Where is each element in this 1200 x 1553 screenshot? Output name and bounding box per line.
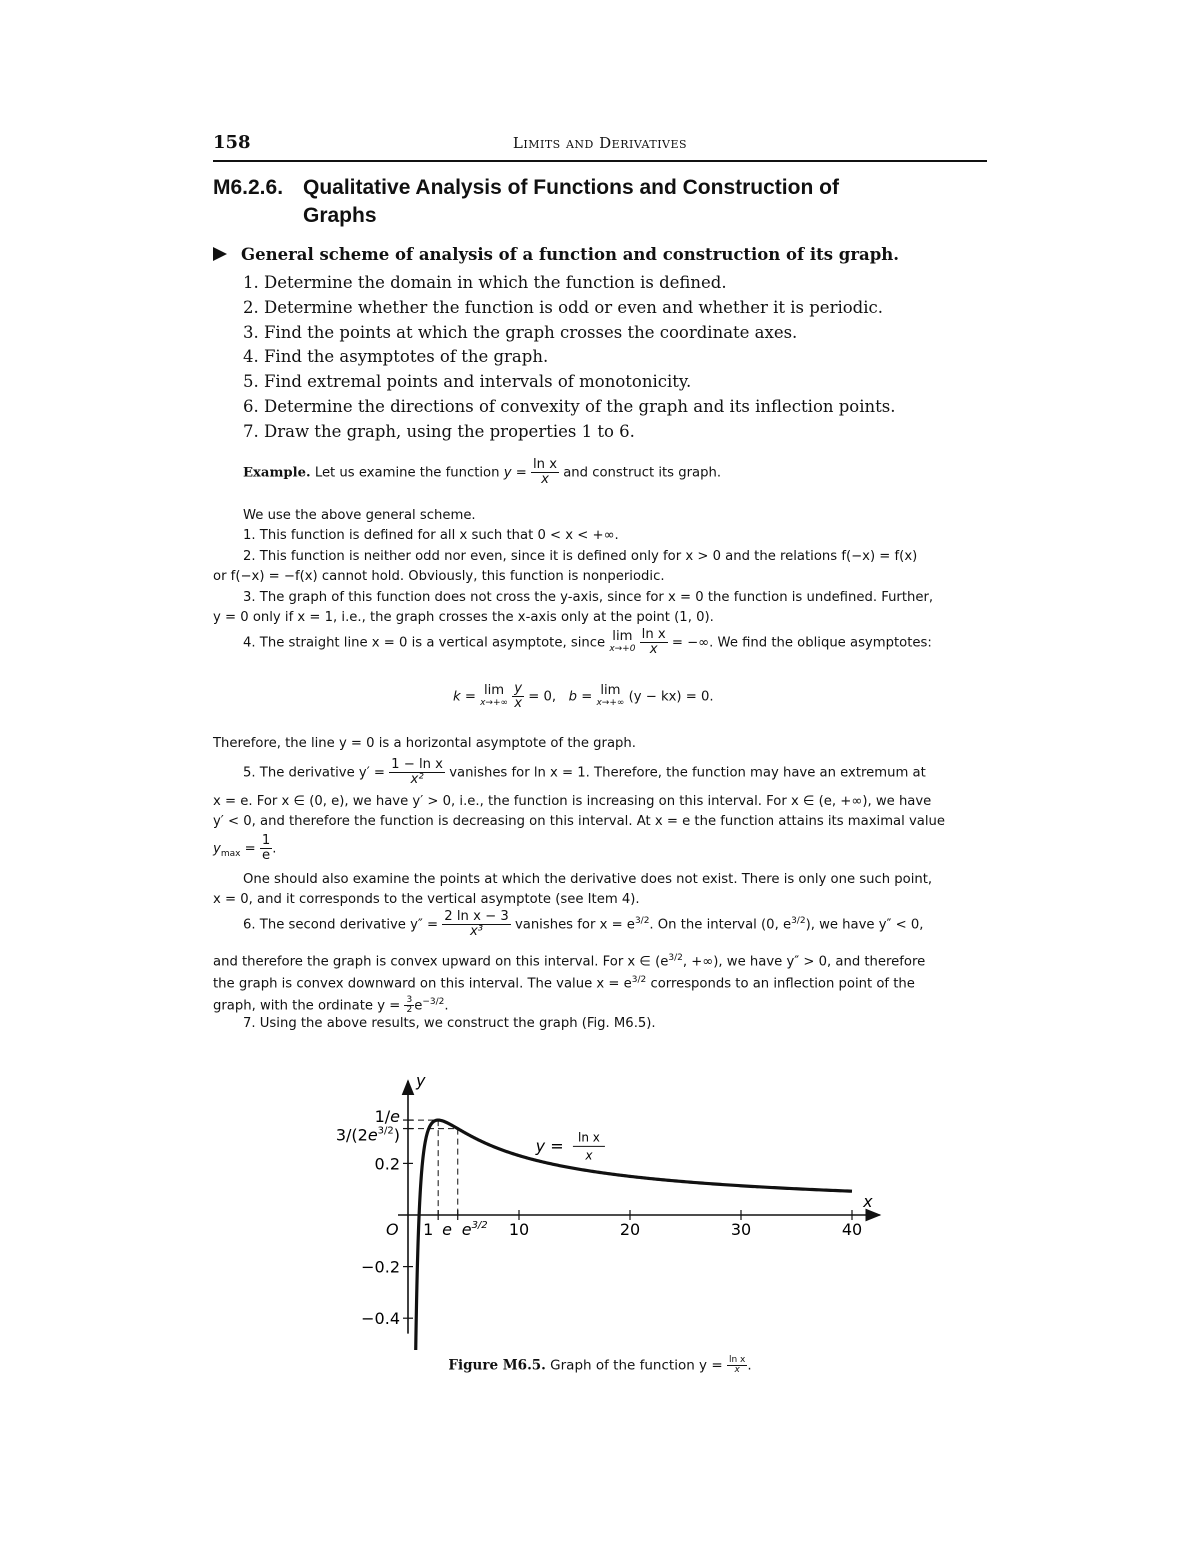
lim-sub: x→+∞ bbox=[480, 697, 508, 708]
x-tick-label: 1 bbox=[423, 1220, 434, 1239]
denominator: x bbox=[541, 472, 549, 487]
function-graph bbox=[300, 1060, 900, 1350]
item-5c: x = e. For x ∈ (0, e), we have y′ > 0, i.e., the function is increasing on this interval. For x ∈ (e, +∞), we have bbox=[213, 794, 932, 809]
item-6d: ), we have y″ < 0, bbox=[805, 917, 924, 933]
example-intro-b: and construct its graph. bbox=[563, 465, 722, 481]
list-item: 7. Draw the graph, using the properties 1 to 6. bbox=[243, 421, 635, 441]
item-5a-row bbox=[243, 758, 926, 787]
x-tick-label: 40 bbox=[841, 1220, 863, 1239]
y-tick-label: −0.2 bbox=[361, 1257, 400, 1277]
ymax-sub: max bbox=[220, 849, 241, 860]
item-5f: x = 0, and it corresponds to the vertical asymptote (see Item 4). bbox=[213, 892, 640, 907]
item-6h: corresponds to an inflection point of the bbox=[650, 976, 915, 992]
guide-lines bbox=[408, 1120, 458, 1215]
lim-text: lim bbox=[612, 628, 633, 644]
item-5d: y′ < 0, and therefore the function is decreasing on this interval. At x = e the function attains its maximal value bbox=[213, 814, 945, 829]
origin-label: O bbox=[386, 1220, 399, 1239]
exp-3-2: 3/2 bbox=[634, 916, 650, 927]
item-6g: the graph is convex downward on this interval. The value x = e bbox=[213, 976, 632, 992]
numerator: ln x bbox=[641, 627, 666, 642]
item-6i-row: graph, with the ordinate y = $\frac{3}{2}$ $e^{-3/2}$. bbox=[213, 994, 449, 1015]
item-2a: 2. This function is neither odd nor even, since it is defined only for x > 0 and the relations f(−x) = f(x) bbox=[243, 549, 918, 564]
item-3a: 3. The graph of this function does not cross the y-axis, since for x = 0 the function is undefined. Further, bbox=[243, 590, 934, 605]
figure-caption bbox=[213, 1356, 987, 1375]
y-symbol: y bbox=[503, 465, 512, 481]
item-5b: vanishes for ln x = 1. Therefore, the function may have an extremum at bbox=[449, 765, 926, 781]
e-symbol: e bbox=[414, 998, 423, 1014]
fraction-lnx-over-x bbox=[640, 628, 668, 657]
ymax-row: $y_{max}$ = $\frac{1}{e}$ . bbox=[213, 833, 277, 863]
eq-sign: = bbox=[244, 841, 256, 857]
section-title-line2: Graphs bbox=[303, 204, 377, 227]
page-number: 158 bbox=[213, 132, 251, 153]
denominator: e bbox=[262, 848, 271, 863]
caption-fraction bbox=[727, 1356, 747, 1375]
caption-label: Figure M6.5. bbox=[448, 1357, 546, 1374]
fraction-y-over-x bbox=[512, 682, 524, 711]
y-tick-label: 0.2 bbox=[374, 1154, 400, 1174]
numerator: 3 bbox=[406, 994, 413, 1005]
y-tick-label: −0.4 bbox=[361, 1309, 400, 1329]
list-item: 4. Find the asymptotes of the graph. bbox=[243, 347, 549, 367]
denominator: x³ bbox=[469, 924, 484, 939]
caption-text: Graph of the function y = bbox=[550, 1357, 723, 1374]
section-title bbox=[213, 174, 993, 230]
item-6a-row bbox=[243, 910, 923, 939]
scheme-heading bbox=[213, 245, 899, 264]
oblique-asymptote-formula bbox=[453, 682, 714, 711]
y-tick-label: $3/(2e^{3/2})$ bbox=[335, 1125, 400, 1145]
list-item: 2. Determine whether the function is odd or even and whether it is periodic. bbox=[243, 297, 883, 317]
k-result: = 0, bbox=[528, 689, 557, 705]
running-title: Limits and Derivatives bbox=[512, 134, 688, 152]
caption-end: . bbox=[747, 1357, 752, 1374]
limit-expression bbox=[609, 630, 635, 656]
item-3b: y = 0 only if x = 1, i.e., the graph crosses the x-axis only at the point (1, 0). bbox=[213, 610, 714, 625]
example-label: Example. bbox=[243, 465, 311, 481]
item-6a: 6. The second derivative y″ = bbox=[243, 917, 439, 933]
fraction-lnx-over-x bbox=[531, 458, 559, 487]
item-6e-row bbox=[213, 948, 925, 972]
b-lhs: b = bbox=[568, 689, 593, 705]
item-2b: or f(−x) = −f(x) cannot hold. Obviously, this function is nonperiodic. bbox=[213, 569, 665, 584]
item-1: 1. This function is defined for all x such that 0 < x < +∞. bbox=[243, 528, 619, 543]
list-item: 1. Determine the domain in which the function is defined. bbox=[243, 273, 727, 292]
list-item: 5. Find extremal points and intervals of monotonicity. bbox=[243, 372, 692, 392]
example-intro bbox=[243, 458, 721, 487]
lim-text: lim bbox=[483, 682, 505, 698]
numerator: 2 ln x − 3 bbox=[444, 909, 509, 924]
lim-sub: x→+∞ bbox=[596, 697, 625, 708]
scheme-line: We use the above general scheme. bbox=[243, 508, 476, 523]
x-tick-label: 30 bbox=[730, 1220, 752, 1239]
section-title-line1: Qualitative Analysis of Functions and Construction of bbox=[303, 176, 839, 199]
denominator: x² bbox=[410, 772, 424, 787]
numerator: ln x bbox=[532, 457, 558, 472]
denominator: x bbox=[649, 642, 658, 657]
numerator: 1 bbox=[261, 833, 271, 848]
item-6b: vanishes for x = e bbox=[514, 917, 635, 933]
fraction-one-over-e bbox=[260, 834, 272, 863]
item-4b: = −∞. We find the oblique asymptotes: bbox=[671, 635, 932, 651]
eq-sign: = bbox=[515, 465, 527, 481]
item-6e: and therefore the graph is convex upward on this interval. For x ∈ (e bbox=[213, 954, 669, 970]
fraction-second-derivative bbox=[442, 910, 510, 939]
x-tick-label: e bbox=[442, 1220, 453, 1239]
b-result: (y − kx) = 0. bbox=[628, 689, 714, 705]
x-tick-label: 20 bbox=[619, 1220, 641, 1239]
y-tick-label: 1/e bbox=[374, 1107, 400, 1127]
k-lhs: k = bbox=[453, 689, 476, 705]
item-6f: , +∞), we have y″ > 0, and therefore bbox=[682, 954, 926, 970]
item-6g-row bbox=[213, 970, 915, 994]
item-4a: 4. The straight line x = 0 is a vertical asymptote, since bbox=[243, 635, 606, 651]
exp-neg-3-2: −3/2 bbox=[422, 997, 445, 1007]
item-5e: One should also examine the points at which the derivative does not exist. There is only one such point, bbox=[243, 872, 933, 887]
item-7: 7. Using the above results, we construct the graph (Fig. M6.5). bbox=[243, 1016, 656, 1031]
running-header bbox=[213, 132, 987, 162]
item-4c: Therefore, the line y = 0 is a horizontal asymptote of the graph. bbox=[213, 736, 636, 751]
scheme-heading-text: General scheme of analysis of a function and construction of its graph. bbox=[241, 245, 900, 264]
scheme-steps bbox=[243, 271, 896, 445]
item-6i: graph, with the ordinate y = bbox=[213, 998, 401, 1014]
list-item: 6. Determine the directions of convexity of the graph and its inflection points. bbox=[243, 396, 896, 416]
item-5a: 5. The derivative y′ = bbox=[243, 765, 385, 781]
ymax-symbol: y bbox=[213, 841, 221, 857]
lim-sub: x→+0 bbox=[609, 643, 636, 654]
fraction-three-halves bbox=[404, 996, 414, 1015]
limit-expression bbox=[596, 684, 624, 710]
y-axis-label: y bbox=[416, 1071, 426, 1090]
limit-expression bbox=[480, 684, 508, 710]
x-tick-label: $e^{3/2}$ bbox=[461, 1220, 488, 1239]
fraction-derivative bbox=[389, 758, 445, 787]
exp-3-2: 3/2 bbox=[668, 953, 683, 963]
numerator: ln x bbox=[728, 1355, 746, 1365]
example-intro-a: Let us examine the function bbox=[314, 465, 500, 481]
denominator: 2 bbox=[406, 1004, 413, 1015]
lim-text: lim bbox=[600, 682, 621, 698]
item-4a-row bbox=[243, 628, 932, 657]
section-number: M6.2.6. bbox=[213, 176, 284, 199]
denominator: x bbox=[514, 696, 523, 711]
item-6c: . On the interval (0, e bbox=[649, 917, 792, 933]
x-tick-label: 10 bbox=[508, 1220, 530, 1239]
curve-label-numerator: ln x bbox=[578, 1130, 600, 1145]
list-item: 3. Find the points at which the graph crosses the coordinate axes. bbox=[243, 322, 798, 342]
numerator: y bbox=[514, 681, 523, 696]
exp-3-2: 3/2 bbox=[791, 916, 806, 927]
curve-label: y = bbox=[535, 1136, 564, 1156]
denominator: x bbox=[734, 1365, 740, 1375]
x-axis-label: x bbox=[863, 1192, 873, 1211]
curve-label-denominator: x bbox=[585, 1148, 593, 1163]
numerator: 1 − ln x bbox=[391, 757, 443, 772]
triangle-bullet-icon bbox=[213, 247, 227, 261]
exp-3-2: 3/2 bbox=[631, 975, 647, 985]
